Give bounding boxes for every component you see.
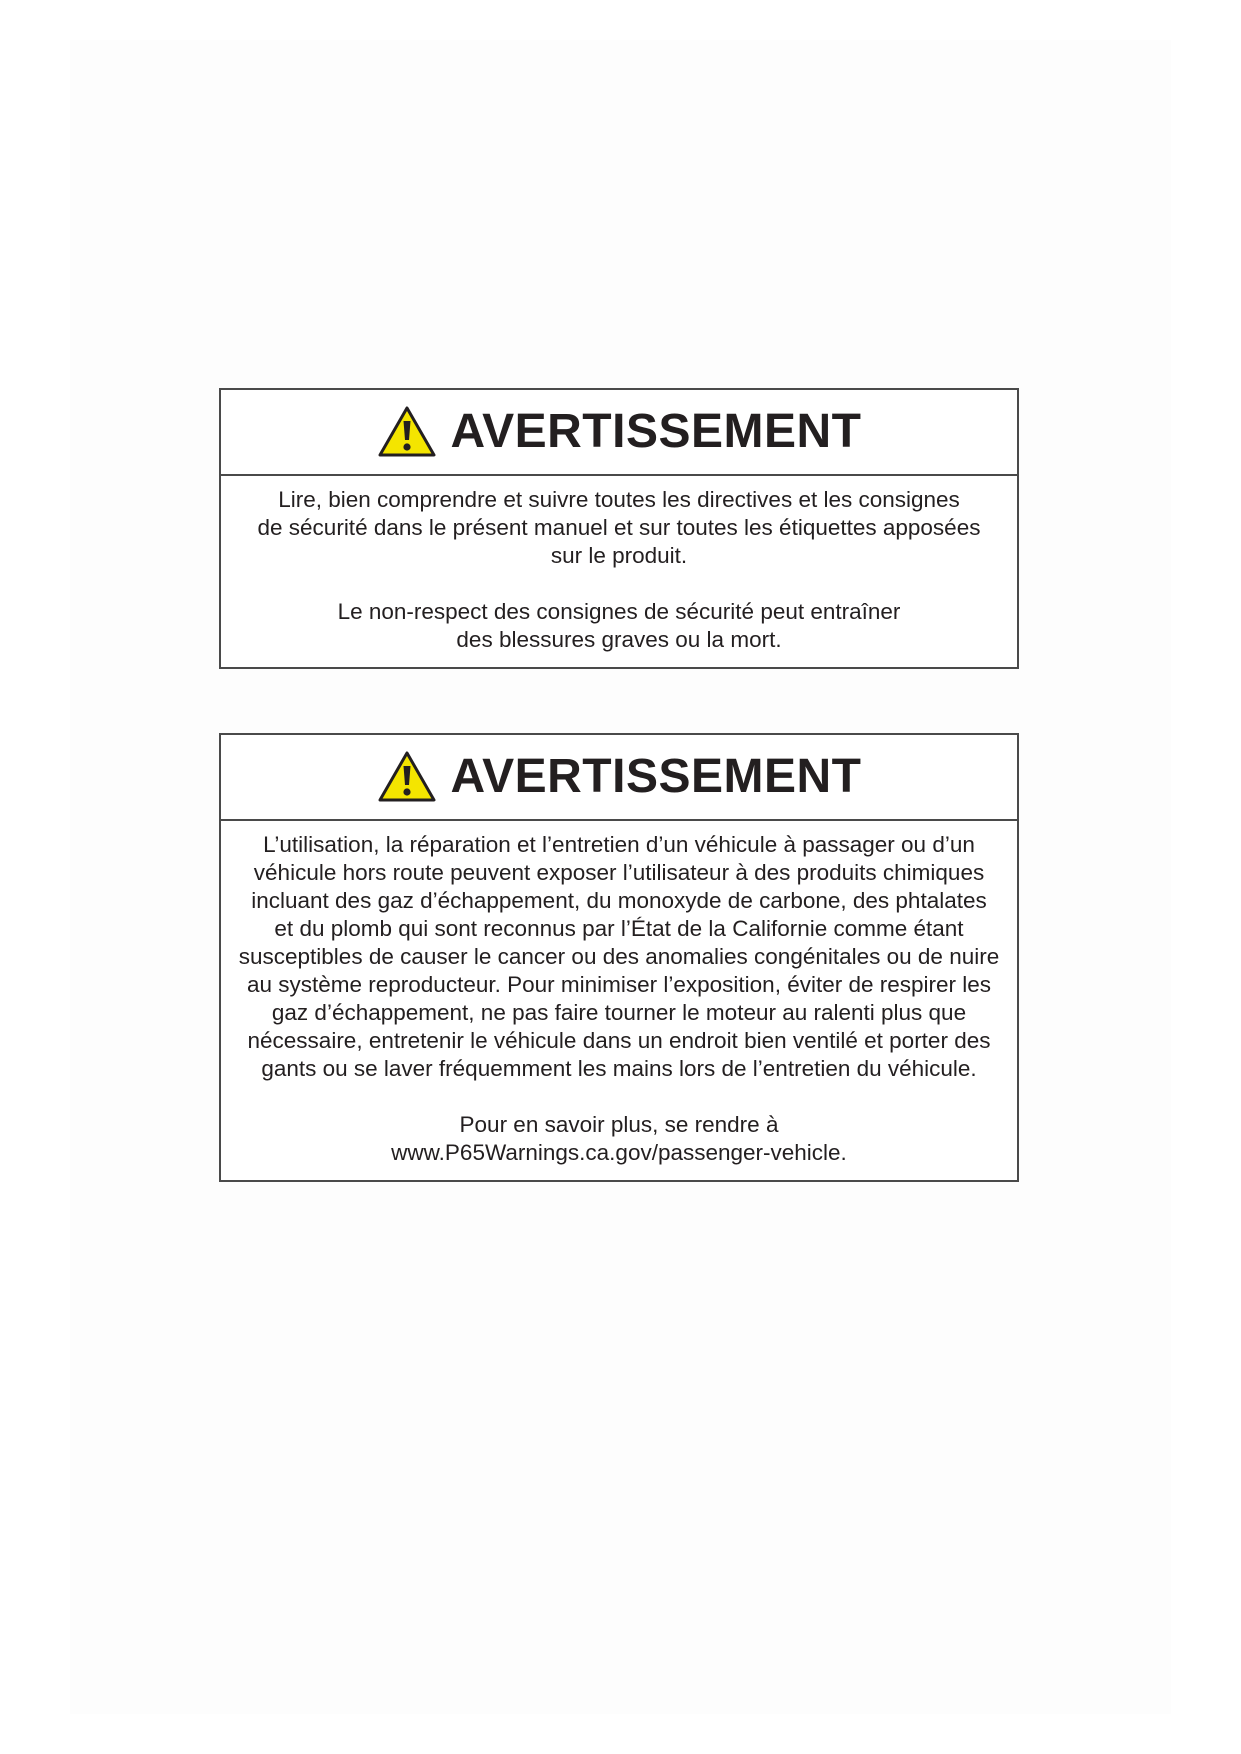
warning-header (221, 735, 1017, 821)
warning-header (221, 390, 1017, 476)
text-line: de sécurité dans le présent manuel et sur toutes les étiquettes apposées (257, 515, 981, 540)
warning-title: AVERTISSEMENT (450, 405, 862, 458)
text-line: Le non-respect des consignes de sécurité peut entraîner (337, 599, 901, 624)
text-line: nécessaire, entretenir le véhicule dans un endroit bien ventilé et porter des (247, 1028, 991, 1053)
text-line: des blessures graves ou la mort. (456, 627, 782, 652)
text-line: gaz d’échappement, ne pas faire tourner le moteur au ralenti plus que (271, 1000, 967, 1025)
warning-title: AVERTISSEMENT (450, 750, 862, 803)
text-line: sur le produit. (550, 543, 688, 568)
text-line: Lire, bien comprendre et suivre toutes les directives et les consignes (278, 487, 960, 512)
warning-box-safety (219, 388, 1019, 669)
warning-triangle-icon (377, 405, 437, 459)
text-line: et du plomb qui sont reconnus par l’État de la Californie comme étant (274, 916, 964, 941)
warning-paragraph (233, 831, 1005, 1083)
text-line: au système reproducteur. Pour minimiser l’exposition, éviter de respirer les (246, 972, 992, 997)
text-line: L’utilisation, la réparation et l’entretien d’un véhicule à passager ou d’un (263, 832, 975, 857)
text-line: véhicule hors route peuvent exposer l’utilisateur à des produits chimiques (253, 860, 985, 885)
warning-box-prop65 (219, 733, 1019, 1182)
text-line: susceptibles de causer le cancer ou des anomalies congénitales ou de nuire (238, 944, 1000, 969)
warning-paragraph (233, 598, 1005, 654)
text-line: incluant des gaz d’échappement, du monoxyde de carbone, des phtalates (251, 888, 987, 913)
warning-body (221, 821, 1017, 1167)
text-line: gants ou se laver fréquemment les mains lors de l’entretien du véhicule. (261, 1056, 977, 1081)
warning-paragraph (233, 1111, 1005, 1167)
warning-body (221, 476, 1017, 654)
text-line: Pour en savoir plus, se rendre à (459, 1112, 779, 1137)
warning-triangle-icon (377, 750, 437, 804)
text-line: www.P65Warnings.ca.gov/passenger-vehicle. (391, 1140, 847, 1165)
warning-paragraph (233, 486, 1005, 570)
